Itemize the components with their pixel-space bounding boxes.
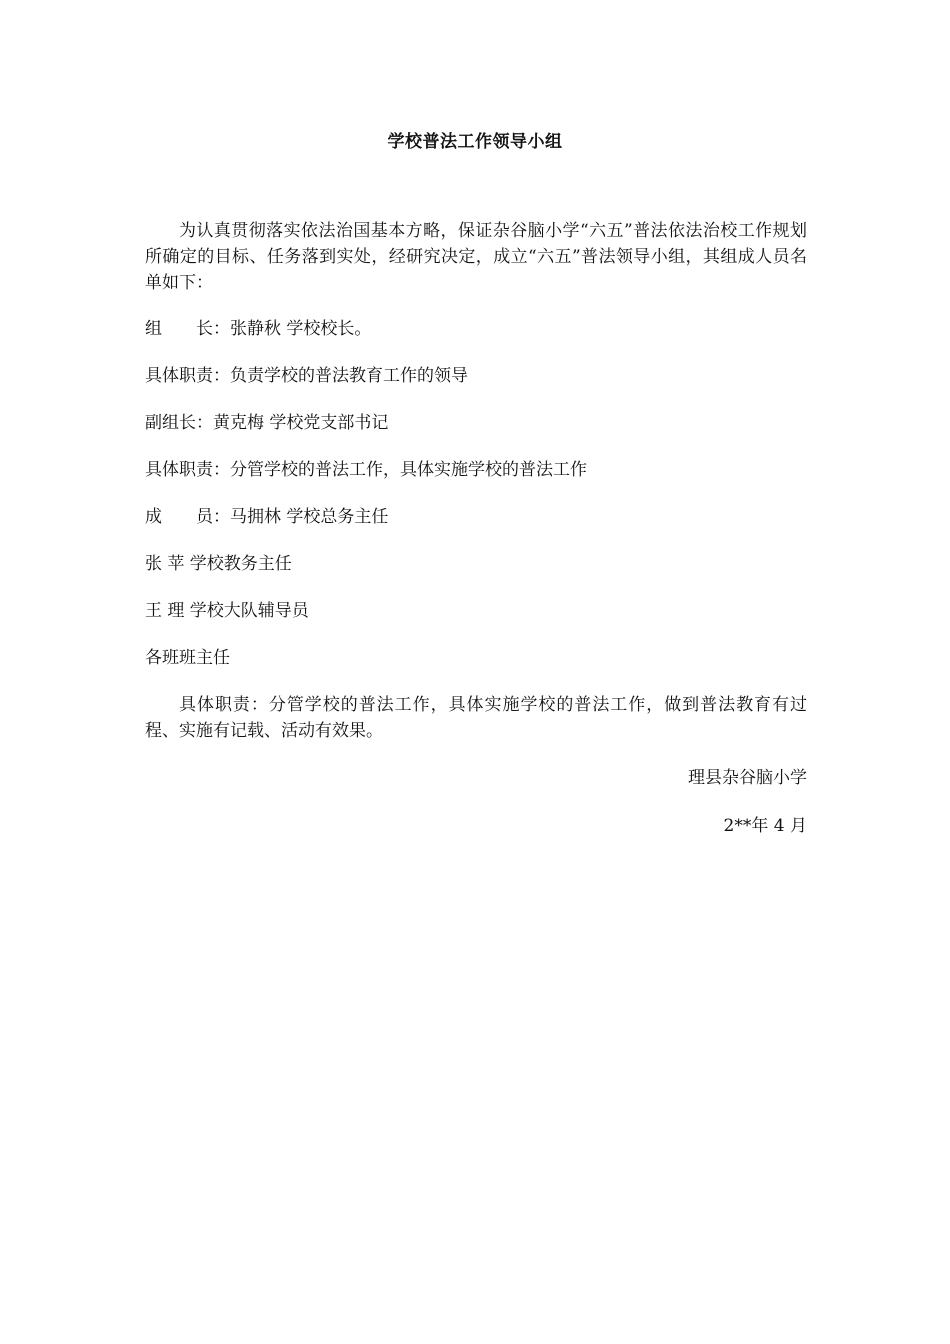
page-title: 学校普法工作领导小组 xyxy=(387,132,563,152)
member-line-3: 王 理 学校大队辅导员 xyxy=(145,601,309,621)
leader-line: 组 长：张静秋 学校校长。 xyxy=(145,319,372,339)
intro-paragraph: 为认真贯彻落实依法治国基本方略，保证杂谷脑小学“六五”普法依法治校工作规划所确定的目标、任务落到实处，经研究决定，成立“六五”普法领导小组，其组成人员名单如下： xyxy=(145,221,807,293)
leader-duty-line: 具体职责：负责学校的普法教育工作的领导 xyxy=(145,366,468,386)
member-line-2: 张 苹 学校教务主任 xyxy=(145,554,292,574)
signature: 理县杂谷脑小学 xyxy=(688,768,807,788)
deputy-duty-line: 具体职责：分管学校的普法工作，具体实施学校的普法工作 xyxy=(145,460,587,480)
member-line-1: 成 员：马拥林 学校总务主任 xyxy=(145,507,389,527)
deputy-leader-line: 副组长：黄克梅 学校党支部书记 xyxy=(145,413,389,433)
date: 2**年 4 月 xyxy=(723,816,807,836)
duty-paragraph: 具体职责：分管学校的普法工作，具体实施学校的普法工作，做到普法教育有过程、实施有记载、活动有效果。 xyxy=(145,695,807,741)
member-line-4: 各班班主任 xyxy=(145,648,230,668)
